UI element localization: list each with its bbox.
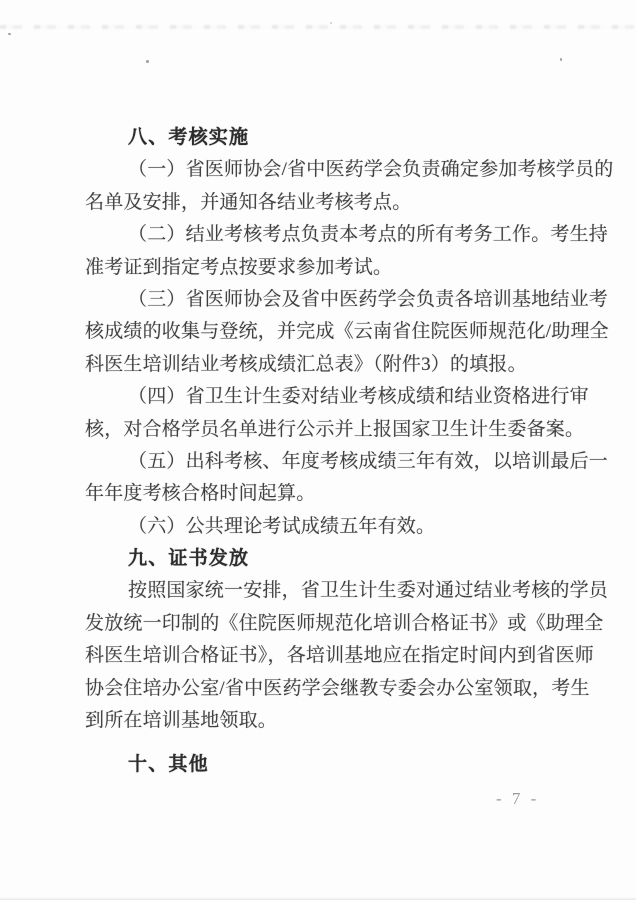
text-line: （一）省医师协会/省中医药学会负责确定参加考核学员的	[128, 159, 614, 181]
scan-speck	[8, 33, 11, 35]
scan-speck	[330, 22, 332, 24]
text-line: 发放统一印制的《住院医师规范化培训合格证书》或《助理全	[85, 612, 604, 634]
section-heading: 八、考核实施	[128, 127, 250, 148]
text-line: 科医生培训合格证书》，各培训基地应在指定时间内到省医师	[85, 645, 594, 667]
text-line: （二）结业考核考点负责本考点的所有考务工作。考生持	[128, 224, 609, 246]
text-line: 名单及安排，并通知各结业考核考点。	[85, 191, 412, 213]
text-line: （五）出科考核、年度考核成绩三年有效，以培训最后一	[128, 450, 609, 472]
section-heading: 十、其他	[128, 754, 209, 776]
text-line: 年年度考核合格时间起算。	[85, 483, 316, 505]
document-body	[85, 122, 614, 782]
text-line: 协会住培办公室/省中医药学会继教专委会办公室领取，考生	[85, 677, 590, 699]
text-line: （三）省医师协会及省中医药学会负责各培训基地结业考	[128, 288, 609, 310]
text-line: 核成绩的收集与登统，并完成《云南省住院医师规范化/助理全	[85, 321, 609, 343]
section-heading: 九、证书发放	[128, 548, 250, 570]
text-line: 到所在培训基地领取。	[85, 710, 278, 732]
text-line: 准考证到指定考点按要求参加考试。	[85, 256, 393, 278]
text-line: 按照国家统一安排，省卫生计生委对通过结业考核的学员	[128, 580, 609, 602]
text-line: （六）公共理论考试成绩五年有效。	[128, 515, 436, 537]
text-line: 科医生培训结业考核成绩汇总表》（附件3）的填报。	[85, 353, 527, 375]
scan-speck	[560, 58, 562, 61]
page-number: - 7 -	[496, 789, 540, 808]
scan-smudge-artifact	[0, 25, 636, 29]
scan-speck	[146, 60, 149, 63]
text-line: 核，对合格学员名单进行公示并上报国家卫生计生委备案。	[85, 418, 585, 440]
text-line: （四）省卫生计生委对结业考核成绩和结业资格进行审	[128, 386, 589, 408]
